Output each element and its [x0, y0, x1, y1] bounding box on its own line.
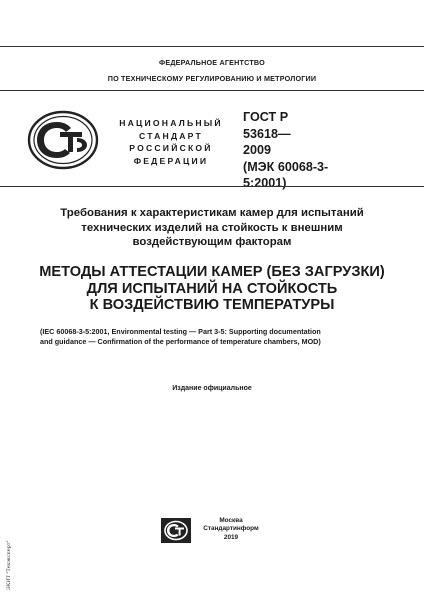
publisher-city: Москва [219, 517, 243, 524]
title-russian [20, 206, 404, 250]
std-word-4: ФЕДЕРАЦИИ [133, 155, 209, 166]
publisher-info [196, 517, 266, 542]
publisher-year: 2019 [223, 533, 239, 541]
agency-line-1: ФЕДЕРАЛЬНОЕ АГЕНТСТВО [159, 58, 265, 67]
header-bottom-rule [0, 90, 424, 91]
title-english [40, 327, 396, 347]
title-ru-line-2: технических изделий на стойкость к внешним [81, 221, 343, 234]
gost-r-emblem-icon [27, 110, 99, 170]
code-line-1: ГОСТ Р [243, 110, 289, 124]
code-line-2: 53618— [243, 126, 291, 141]
std-word-2: СТАНДАРТ [139, 130, 203, 141]
title-en-line-1: (IEC 60068-3-5:2001, Environmental testing — Part 3-5: Supporting documentation [40, 327, 321, 336]
side-watermark-text: ЭКИТ "Техэксперт" [7, 540, 12, 590]
title-ru-line-1: Требования к характеристикам камер для испытаний [60, 207, 364, 219]
title-en-line-2: and guidance — Confirmation of the performance of temperature chambers, MOD) [40, 337, 321, 346]
std-word-1: НАЦИОНАЛЬНЫЙ [119, 118, 223, 128]
title-main-line-3: К ВОЗДЕЙСТВИЮ ТЕМПЕРАТУРЫ [89, 297, 335, 313]
agency-line-2: ПО ТЕХНИЧЕСКОМУ РЕГУЛИРОВАНИЮ И МЕТРОЛОГИИ [107, 74, 317, 83]
title-ru-line-3: воздействующим факторам [132, 236, 292, 248]
standartinform-logo-icon [160, 517, 192, 544]
top-rule [0, 46, 424, 47]
code-line-4: (МЭК 60068-3-5:2001) [243, 159, 329, 190]
title-main-line-2: ДЛЯ ИСПЫТАНИЙ НА СТОЙКОСТЬ [86, 280, 338, 297]
title-main [14, 264, 410, 314]
standard-code [243, 109, 363, 192]
title-main-line-1: МЕТОДЫ АТТЕСТАЦИИ КАМЕР (БЕЗ ЗАГРУЗКИ) [39, 264, 385, 280]
publisher-name: Стандартинформ [203, 525, 259, 533]
code-bottom-rule [0, 186, 424, 187]
national-standard-label [116, 117, 226, 167]
code-line-3: 2009 [243, 143, 272, 157]
std-word-3: РОССИЙСКОЙ [129, 143, 213, 153]
edition-label: Издание официальное [172, 385, 252, 392]
